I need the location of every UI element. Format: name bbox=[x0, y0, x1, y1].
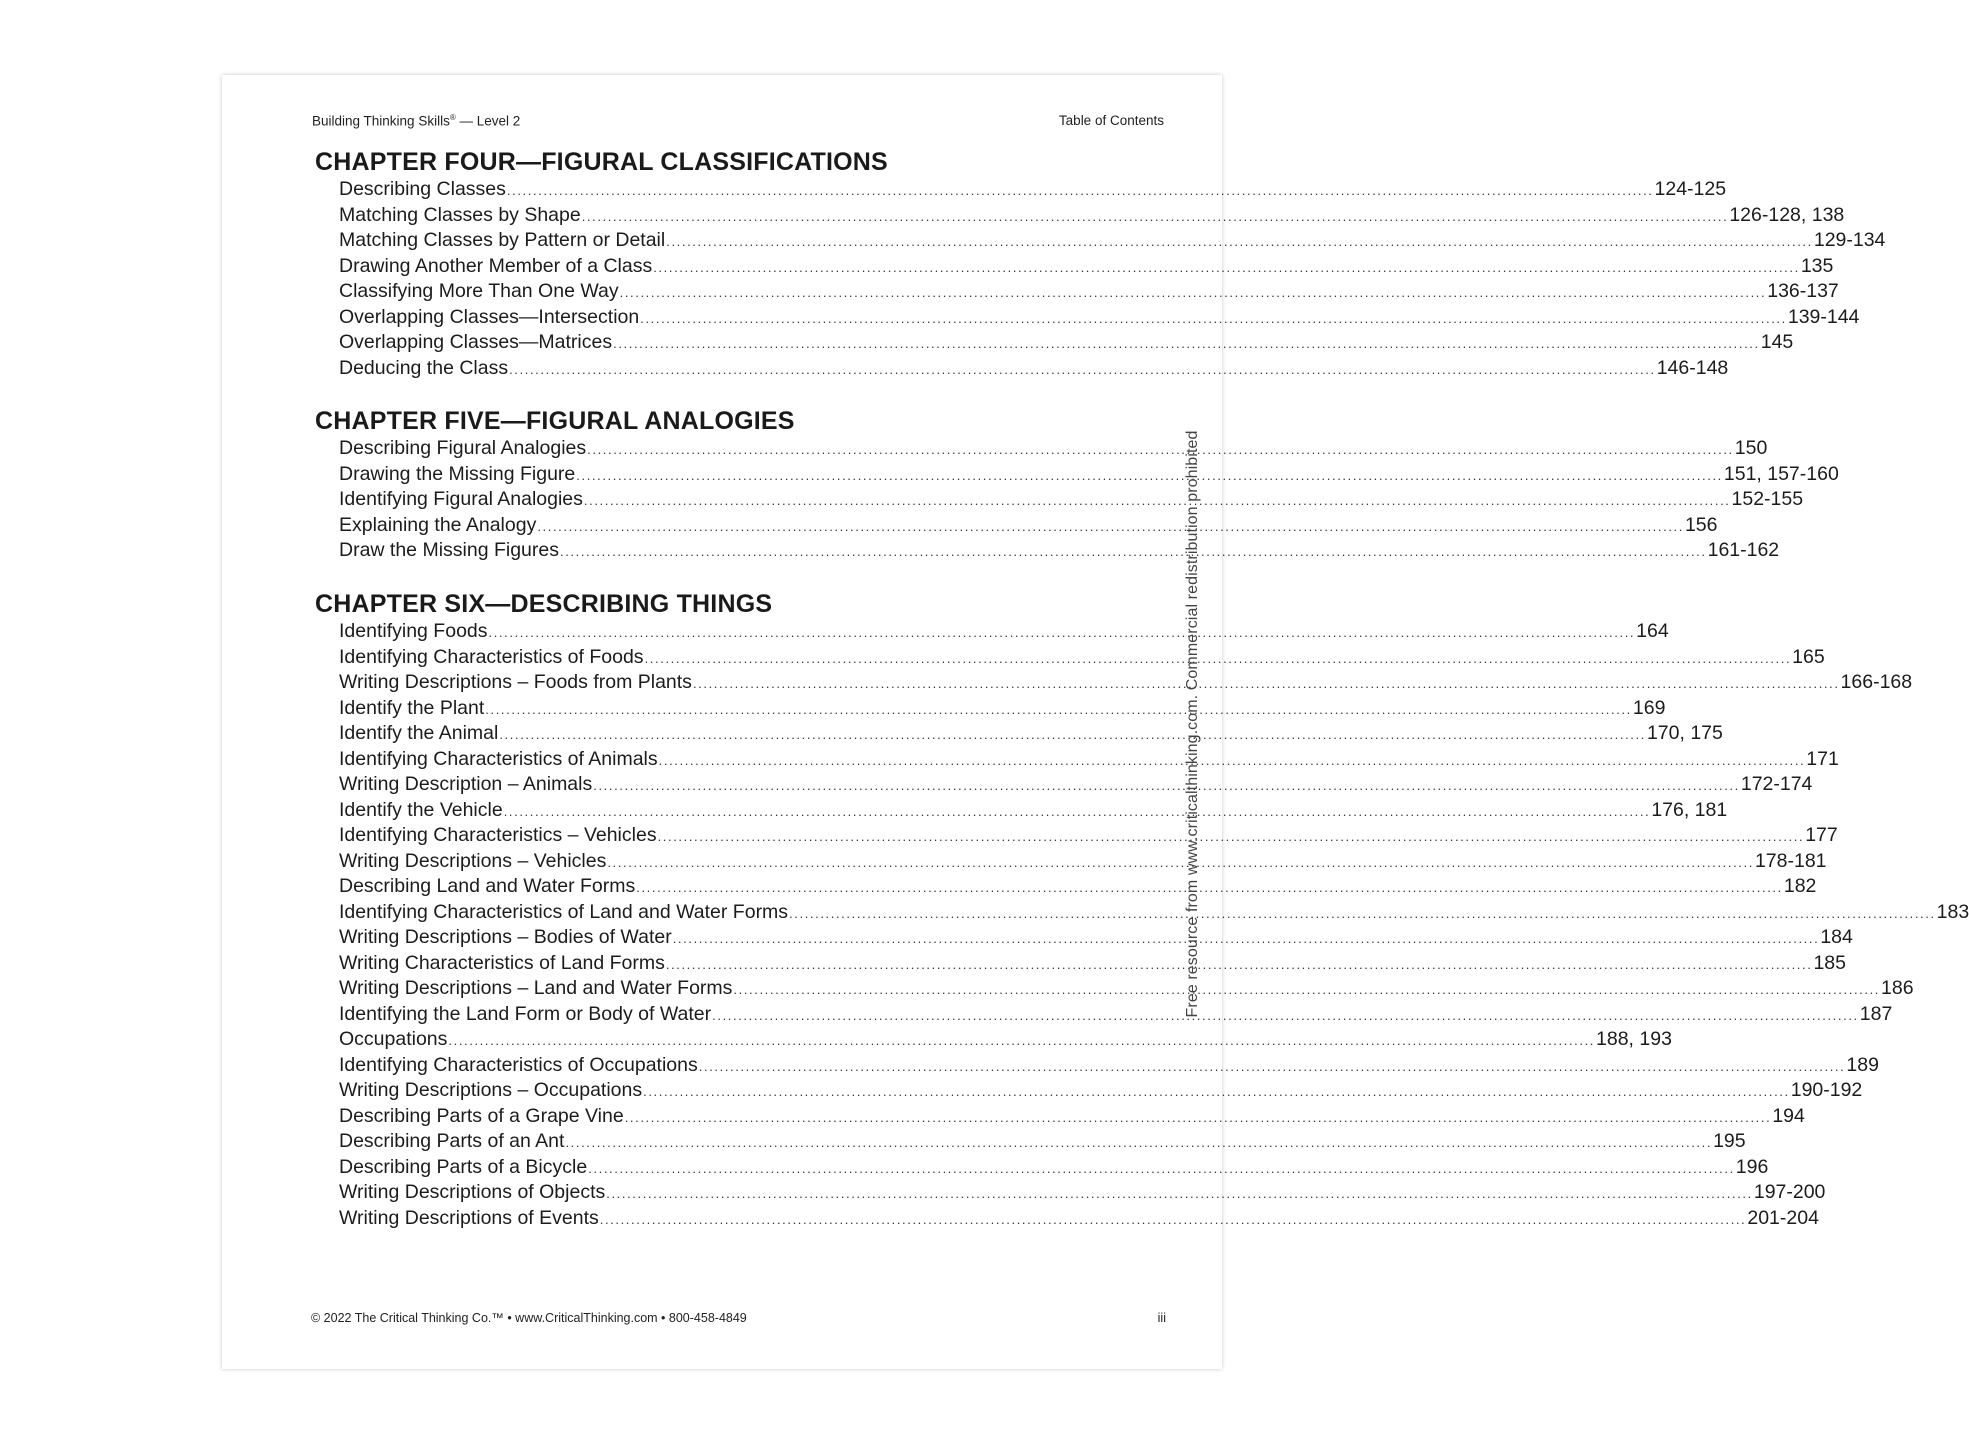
toc-entry-pages: 196 bbox=[1735, 1155, 1769, 1178]
page-number: iii bbox=[1157, 1311, 1166, 1325]
dot-leader: ............................................................................................................................................................................................................................ bbox=[665, 956, 1813, 972]
dot-leader: ............................................................................................................................................................................................................................ bbox=[613, 336, 1760, 351]
dot-leader: ............................................................................................................................................................................................................................ bbox=[588, 1160, 1735, 1176]
toc-entry-pages: 156 bbox=[1684, 513, 1718, 536]
toc-entry-label: Describing Classes bbox=[339, 178, 506, 200]
dot-leader: ............................................................................................................................................................................................................................ bbox=[644, 650, 1792, 666]
dot-leader: ............................................................................................................................................................................................................................ bbox=[587, 442, 1734, 457]
toc-entry-label: Identifying Characteristics of Land and Water Forms bbox=[339, 900, 789, 923]
chapter-five bbox=[315, 407, 1839, 564]
toc-entry-label: Identifying Characteristics of Foods bbox=[339, 645, 644, 668]
toc-entry bbox=[339, 254, 1834, 280]
toc-entry-label: Writing Descriptions of Events bbox=[339, 1206, 599, 1229]
dot-leader: ............................................................................................................................................................................................................................ bbox=[636, 880, 1783, 895]
toc-entry-pages: 187 bbox=[1859, 1002, 1893, 1025]
section-title: Table of Contents bbox=[1058, 113, 1164, 128]
toc-entry bbox=[339, 1155, 1769, 1181]
toc-entry bbox=[339, 645, 1825, 671]
toc-entry-pages: 136-137 bbox=[1767, 280, 1839, 302]
toc-entry-pages: 166-168 bbox=[1840, 671, 1913, 693]
dot-leader: ............................................................................................................................................................................................................................ bbox=[733, 982, 1881, 997]
toc-entry-label: Describing Parts of a Bicycle bbox=[339, 1155, 588, 1178]
book-title-header bbox=[312, 113, 520, 129]
toc-entry-label: Writing Descriptions – Occupations bbox=[339, 1079, 643, 1101]
toc-entry bbox=[339, 747, 1839, 773]
toc-entry-label: Identify the Animal bbox=[339, 722, 499, 744]
toc-entry bbox=[339, 823, 1838, 849]
toc-entry-label: Deducing the Class bbox=[339, 356, 509, 379]
toc-entry-pages: 129-134 bbox=[1813, 229, 1886, 251]
toc-entry-label: Writing Descriptions – Vehicles bbox=[339, 849, 607, 872]
dot-leader: ............................................................................................................................................................................................................................ bbox=[658, 752, 1806, 768]
toc-entry-label: Describing Land and Water Forms bbox=[339, 875, 636, 897]
toc-entry-pages: 171 bbox=[1806, 747, 1839, 770]
document-page bbox=[222, 75, 1969, 1369]
toc-entry-pages: 145 bbox=[1760, 331, 1794, 353]
toc-entry-pages: 176, 181 bbox=[1651, 798, 1728, 821]
toc-entry bbox=[339, 1002, 1893, 1028]
toc-entry-pages: 169 bbox=[1632, 696, 1666, 719]
toc-entry-label: Drawing Another Member of a Class bbox=[339, 254, 653, 277]
toc-entry-label: Overlapping Classes—Matrices bbox=[339, 331, 613, 353]
chapter-four bbox=[315, 148, 1886, 381]
toc-entry-pages: 189 bbox=[1846, 1053, 1879, 1076]
toc-entry bbox=[339, 436, 1768, 462]
dot-leader: ............................................................................................................................................................................................................................ bbox=[657, 829, 1805, 844]
toc-entry-pages: 177 bbox=[1805, 824, 1838, 846]
toc-entry bbox=[339, 1078, 1863, 1104]
toc-entry bbox=[339, 874, 1817, 900]
toc-entry bbox=[339, 1206, 1819, 1232]
toc-entry bbox=[339, 1180, 1826, 1206]
toc-entry-pages: 197-200 bbox=[1753, 1181, 1826, 1203]
toc-entry-label: Identifying the Land Form or Body of Water bbox=[339, 1002, 712, 1025]
toc-entry-label: Matching Classes by Pattern or Detail bbox=[339, 229, 666, 251]
book-level: — Level 2 bbox=[459, 113, 521, 129]
dot-leader: ............................................................................................................................................................................................................................ bbox=[653, 259, 1800, 275]
toc-entry bbox=[339, 951, 1846, 977]
dot-leader: ............................................................................................................................................................................................................................ bbox=[559, 544, 1707, 559]
dot-leader: ............................................................................................................................................................................................................................ bbox=[619, 285, 1767, 300]
toc-entry-label: Describing Parts of a Grape Vine bbox=[339, 1104, 624, 1127]
registered-mark: ® bbox=[449, 113, 456, 122]
toc-entry bbox=[339, 1129, 1746, 1155]
toc-entry-label: Writing Description – Animals bbox=[339, 773, 593, 795]
dot-leader: ............................................................................................................................................................................................................................ bbox=[485, 701, 1632, 717]
dot-leader: ............................................................................................................................................................................................................................ bbox=[599, 1211, 1747, 1227]
dot-leader: ............................................................................................................................................................................................................................ bbox=[503, 803, 1651, 819]
toc-entry-pages: 178-181 bbox=[1754, 849, 1827, 872]
toc-entry-pages: 182 bbox=[1783, 875, 1817, 897]
toc-entry-pages: 185 bbox=[1813, 951, 1846, 974]
toc-entry bbox=[339, 976, 1914, 1002]
toc-entry-pages: 150 bbox=[1734, 437, 1768, 459]
dot-leader: ............................................................................................................................................................................................................................ bbox=[698, 1058, 1846, 1074]
toc-entry-pages: 201-204 bbox=[1747, 1206, 1819, 1229]
toc-entry-pages: 146-148 bbox=[1656, 356, 1729, 379]
toc-entry-label: Writing Descriptions – Foods from Plants bbox=[339, 671, 692, 693]
toc-entry bbox=[339, 849, 1827, 875]
toc-entry-label: Writing Descriptions of Objects bbox=[339, 1181, 606, 1203]
dot-leader: ............................................................................................................................................................................................................................ bbox=[607, 854, 1754, 870]
dot-leader: ............................................................................................................................................................................................................................ bbox=[537, 518, 1684, 534]
toc-entry-label: Matching Classes by Shape bbox=[339, 203, 581, 226]
toc-entry bbox=[339, 619, 1669, 645]
toc-entry-label: Draw the Missing Figures bbox=[339, 539, 559, 561]
toc-entry-pages: 194 bbox=[1772, 1104, 1805, 1127]
toc-entry-label: Identifying Characteristics of Occupations bbox=[339, 1053, 698, 1076]
dot-leader: ............................................................................................................................................................................................................................ bbox=[565, 1135, 1713, 1150]
dot-leader: ............................................................................................................................................................................................................................ bbox=[593, 778, 1740, 793]
toc-entry bbox=[339, 356, 1729, 382]
dot-leader: ............................................................................................................................................................................................................................ bbox=[576, 467, 1723, 483]
toc-entry-pages: 188, 193 bbox=[1596, 1028, 1672, 1050]
dot-leader: ............................................................................................................................................................................................................................ bbox=[606, 1186, 1753, 1201]
toc-entry-label: Writing Descriptions – Bodies of Water bbox=[339, 926, 672, 948]
toc-entry-label: Explaining the Analogy bbox=[339, 513, 537, 536]
toc-entry-pages: 190-192 bbox=[1790, 1079, 1863, 1101]
toc-entry-label: Drawing the Missing Figure bbox=[339, 462, 576, 485]
toc-entry bbox=[339, 696, 1666, 722]
toc-entry-pages: 170, 175 bbox=[1646, 722, 1723, 744]
toc-entry bbox=[339, 279, 1839, 305]
chapter-title: CHAPTER FOUR—FIGURAL CLASSIFICATIONS bbox=[315, 148, 888, 176]
toc-entry-pages: 135 bbox=[1800, 254, 1834, 277]
toc-entry bbox=[339, 721, 1723, 747]
copyright-line: © 2022 The Critical Thinking Co.™ • www.CriticalThinking.com • 800-458-4849 bbox=[311, 1311, 747, 1325]
toc-entry bbox=[339, 177, 1727, 203]
toc-entry bbox=[339, 538, 1780, 564]
toc-entry-label: Identifying Characteristics – Vehicles bbox=[339, 824, 657, 846]
toc-entry-label: Identify the Plant bbox=[339, 696, 485, 719]
toc-entry bbox=[339, 228, 1886, 254]
toc-entry bbox=[339, 925, 1853, 951]
dot-leader: ............................................................................................................................................................................................................................ bbox=[643, 1084, 1790, 1099]
dot-leader: ............................................................................................................................................................................................................................ bbox=[640, 310, 1787, 326]
toc-entry-pages: 195 bbox=[1713, 1130, 1746, 1152]
toc-entry-pages: 172-174 bbox=[1740, 773, 1813, 795]
toc-entry-pages: 183 bbox=[1936, 900, 1969, 923]
toc-entry-label: Identifying Figural Analogies bbox=[339, 488, 583, 510]
toc-entry-pages: 151, 157-160 bbox=[1723, 462, 1839, 485]
toc-entry bbox=[339, 462, 1839, 488]
dot-leader: ............................................................................................................................................................................................................................ bbox=[624, 1109, 1772, 1125]
dot-leader: ............................................................................................................................................................................................................................ bbox=[499, 727, 1646, 742]
toc-entry-pages: 164 bbox=[1636, 620, 1669, 642]
redistribution-notice: Free resource from www.criticalthinking.com. Commercial redistribution prohibited bbox=[1184, 430, 1201, 1018]
toc-entry bbox=[339, 798, 1728, 824]
toc-entry-label: Identify the Vehicle bbox=[339, 798, 503, 821]
toc-entry-label: Writing Descriptions – Land and Water Forms bbox=[339, 977, 733, 999]
toc-entry bbox=[339, 487, 1804, 513]
toc-entry bbox=[339, 1104, 1805, 1130]
toc-entry-label: Identifying Foods bbox=[339, 620, 488, 642]
toc-entry bbox=[339, 513, 1718, 539]
toc-entry-pages: 161-162 bbox=[1707, 539, 1780, 561]
dot-leader: ............................................................................................................................................................................................................................ bbox=[666, 234, 1813, 249]
toc-entry-label: Classifying More Than One Way bbox=[339, 280, 619, 302]
toc-entry bbox=[339, 1027, 1672, 1053]
toc-entry bbox=[339, 900, 1969, 926]
dot-leader: ............................................................................................................................................................................................................................ bbox=[581, 208, 1729, 224]
dot-leader: ............................................................................................................................................................................................................................ bbox=[509, 361, 1656, 377]
dot-leader: ............................................................................................................................................................................................................................ bbox=[583, 493, 1731, 508]
toc-entry-label: Overlapping Classes—Intersection bbox=[339, 305, 640, 328]
book-title: Building Thinking Skills bbox=[312, 113, 450, 129]
toc-entry bbox=[339, 330, 1794, 356]
dot-leader: ............................................................................................................................................................................................................................ bbox=[712, 1007, 1859, 1023]
dot-leader: ............................................................................................................................................................................................................................ bbox=[506, 183, 1654, 198]
dot-leader: ............................................................................................................................................................................................................................ bbox=[672, 931, 1820, 946]
toc-entry bbox=[339, 305, 1860, 331]
dot-leader: ............................................................................................................................................................................................................................ bbox=[789, 905, 1936, 921]
toc-entry bbox=[339, 203, 1845, 229]
toc-entry-label: Occupations bbox=[339, 1028, 448, 1050]
toc-entry-pages: 152-155 bbox=[1731, 488, 1804, 510]
toc-entry-pages: 124-125 bbox=[1654, 178, 1727, 200]
toc-entry-label: Identifying Characteristics of Animals bbox=[339, 747, 658, 770]
toc-entry-pages: 139-144 bbox=[1787, 305, 1860, 328]
toc-entry-label: Describing Figural Analogies bbox=[339, 437, 587, 459]
toc-entry-pages: 184 bbox=[1820, 926, 1853, 948]
dot-leader: ............................................................................................................................................................................................................................ bbox=[692, 676, 1840, 691]
toc-entry bbox=[339, 772, 1813, 798]
toc-entry-pages: 126-128, 138 bbox=[1729, 203, 1845, 226]
toc-entry-pages: 165 bbox=[1792, 645, 1825, 668]
chapter-title: CHAPTER SIX—DESCRIBING THINGS bbox=[315, 590, 773, 618]
dot-leader: ............................................................................................................................................................................................................................ bbox=[448, 1033, 1596, 1048]
dot-leader: ............................................................................................................................................................................................................................ bbox=[488, 625, 1636, 640]
toc-entry bbox=[339, 1053, 1879, 1079]
toc-entry bbox=[339, 670, 1913, 696]
toc-entry-label: Describing Parts of an Ant bbox=[339, 1130, 565, 1152]
toc-entry-pages: 186 bbox=[1881, 977, 1914, 999]
toc-entry-label: Writing Characteristics of Land Forms bbox=[339, 951, 665, 974]
chapter-title: CHAPTER FIVE—FIGURAL ANALOGIES bbox=[315, 407, 795, 435]
